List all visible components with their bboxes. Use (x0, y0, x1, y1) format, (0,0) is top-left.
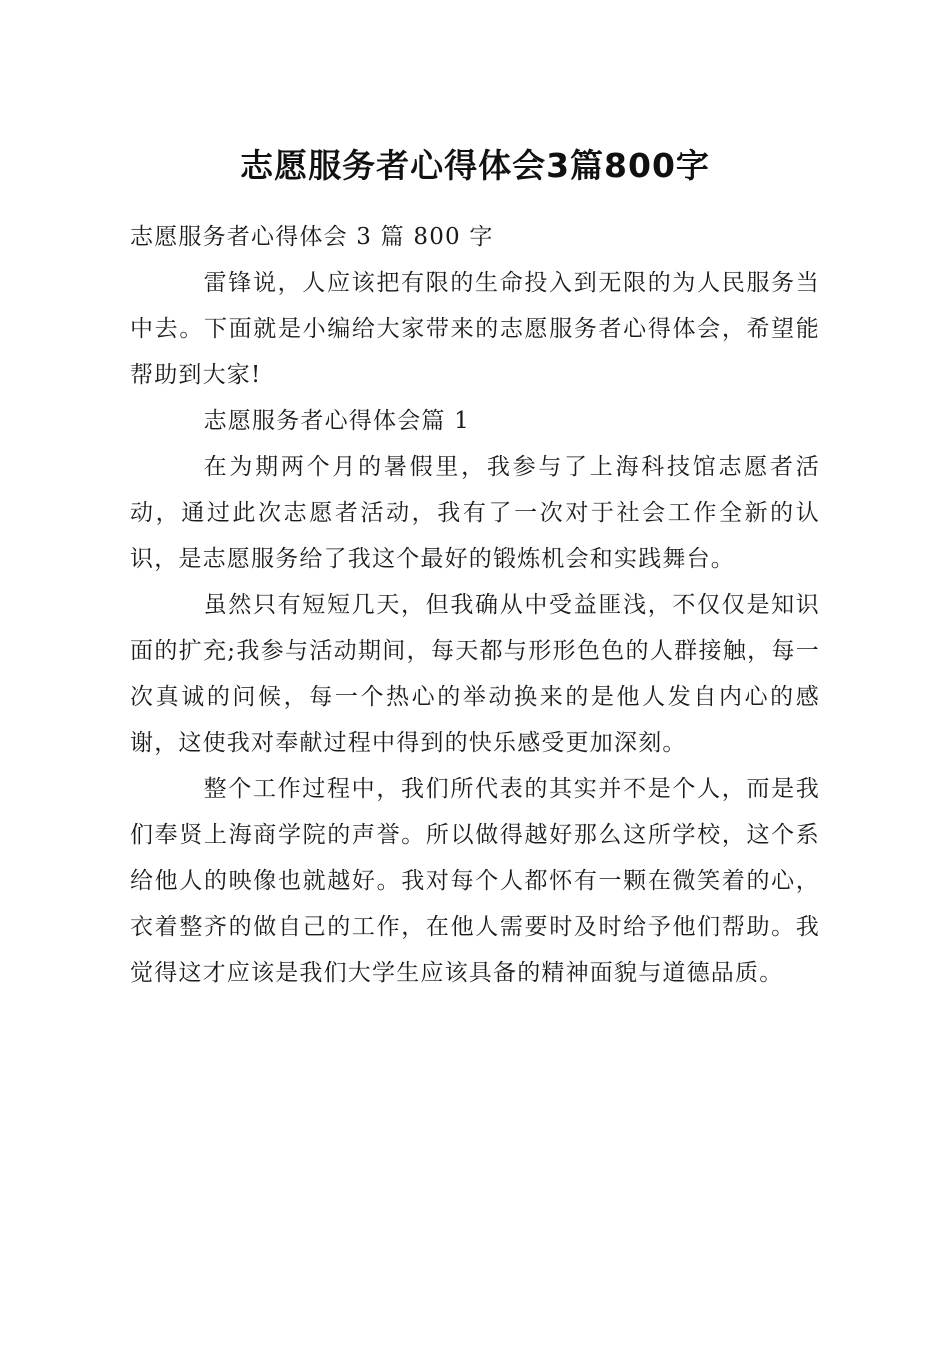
section-heading: 志愿服务者心得体会篇 1 (203, 408, 470, 434)
body-paragraph-1: 在为期两个月的暑假里，我参与了上海科技馆志愿者活动，通过此次志愿者活动，我有了一次对于社会工作全新的认识，是志愿服务给了我这个最好的锻炼机会和实践舞台。 (130, 454, 820, 572)
intro-paragraph: 雷锋说，人应该把有限的生命投入到无限的为人民服务当中去。下面就是小编给大家带来的志愿服务者心得体会，希望能帮助到大家! (130, 270, 820, 388)
document-subtitle: 志愿服务者心得体会 3 篇 800 字 (130, 224, 494, 250)
document-body (130, 214, 820, 996)
body-paragraph-2: 虽然只有短短几天，但我确从中受益匪浅，不仅仅是知识面的扩充;我参与活动期间，每天都与形形色色的人群接触，每一次真诚的问候，每一个热心的举动换来的是他人发自内心的感谢，这使我对奉献过程中得到的快乐感受更加深刻。 (130, 592, 820, 756)
document-title: 志愿服务者心得体会3篇800字 (240, 146, 710, 185)
body-paragraph-3: 整个工作过程中，我们所代表的其实并不是个人，而是我们奉贤上海商学院的声誉。所以做得越好那么这所学校，这个系给他人的映像也就越好。我对每个人都怀有一颗在微笑着的心，衣着整齐的做自己的工作，在他人需要时及时给予他们帮助。我觉得这才应该是我们大学生应该具备的精神面貌与道德品质。 (130, 776, 820, 986)
